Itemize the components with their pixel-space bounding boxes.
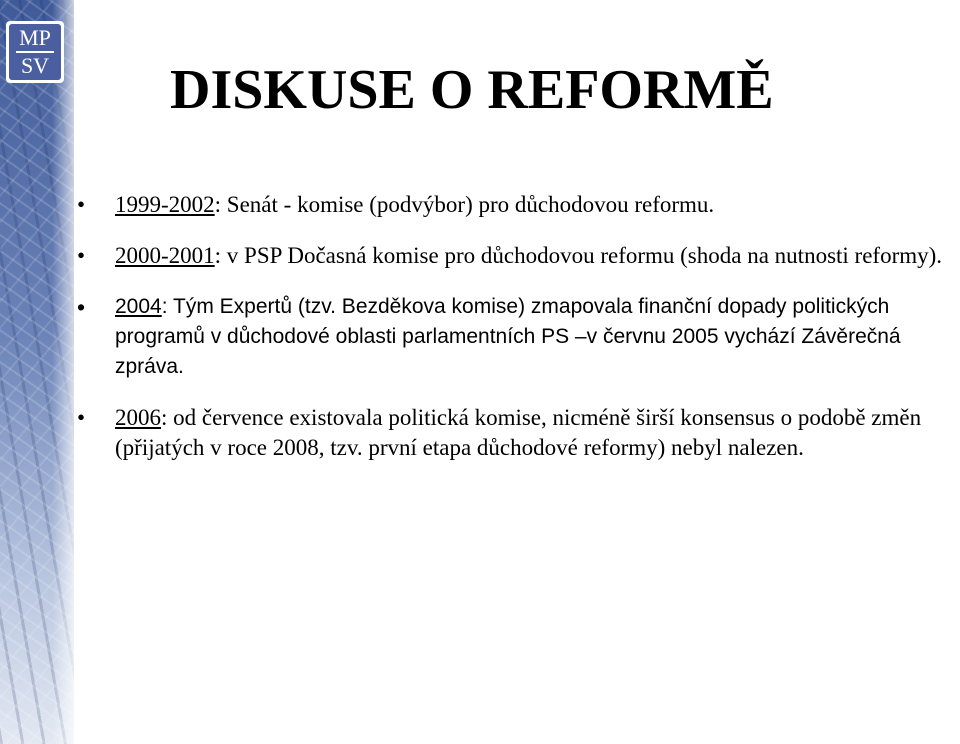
logo-text-top: MP xyxy=(19,25,51,50)
bullet-marker: • xyxy=(77,405,86,430)
logo-text-bottom: SV xyxy=(20,53,50,78)
bullet-marker: • xyxy=(77,243,86,268)
bullet-item-2006 xyxy=(74,403,958,463)
slide-title: DISKUSE O REFORMĚ xyxy=(170,59,774,121)
slide-content xyxy=(74,190,958,484)
mpsv-logo-mark xyxy=(9,24,61,80)
bullet-year-link[interactable]: 1999-2002 xyxy=(115,192,215,217)
bullet-marker: • xyxy=(77,294,86,320)
bullet-text: : od července existovala politická komise, nicméně širší konsensus o podobě změn (přijatých v roce 2008, tzv. první etapa důchodové reformy) nebyl nalezen. xyxy=(115,405,922,460)
bullet-list xyxy=(74,190,958,463)
bullet-item-2000-2001 xyxy=(74,241,958,271)
bullet-text: : Tým Expertů (tzv. Bezděkova komise) zmapovala finanční dopady politických programů v důchodové oblasti parlamentních PS –v červnu 2005 vychází Závěrečná zpráva. xyxy=(115,295,901,378)
bullet-year-link[interactable]: 2006 xyxy=(115,405,161,430)
bullet-item-1999-2002 xyxy=(74,190,958,220)
bullet-item-2004 xyxy=(74,292,958,382)
bullet-text: : v PSP Dočasná komise pro důchodovou reformu (shoda na nutnosti reformy). xyxy=(214,243,943,268)
bullet-marker: • xyxy=(77,192,86,217)
decorative-side-strip xyxy=(0,0,74,744)
bullet-text: : Senát - komise (podvýbor) pro důchodovou reformu. xyxy=(214,192,715,217)
bullet-year-link[interactable]: 2000-2001 xyxy=(115,243,215,268)
mpsv-logo xyxy=(6,21,64,83)
bullet-year-link[interactable]: 2004 xyxy=(115,295,162,318)
